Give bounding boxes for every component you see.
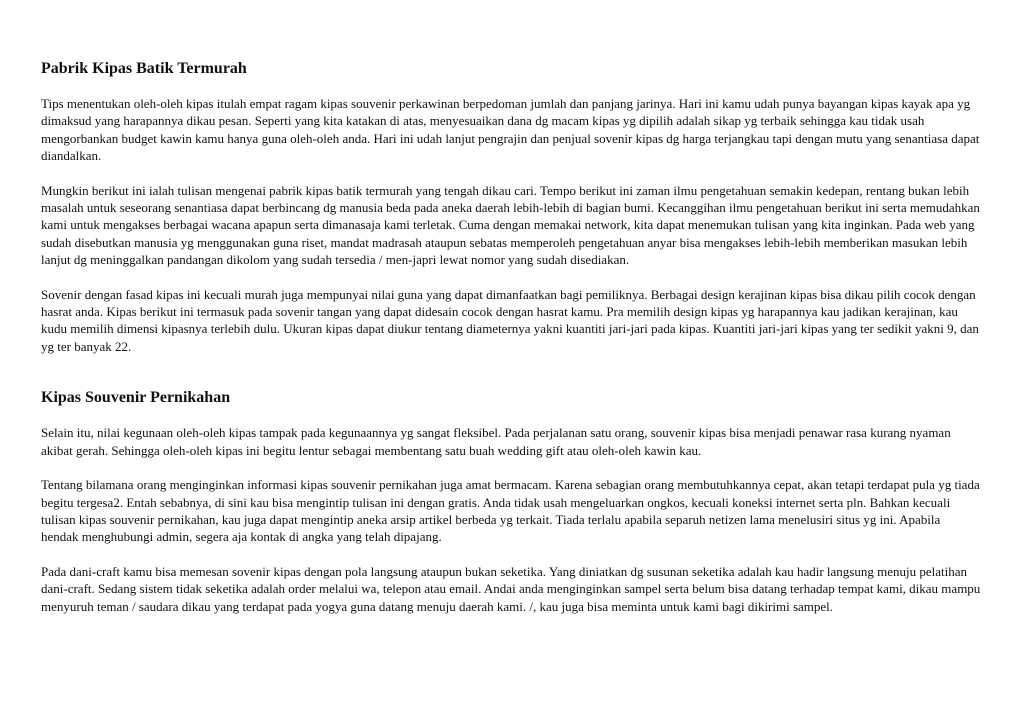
paragraph: Tips menentukan oleh-oleh kipas itulah empat ragam kipas souvenir perkawinan berpedoman jumlah dan panjang jarinya. Hari ini kamu udah punya bayangan kipas kayak apa yg dimaksud yang harapannya dikau pesan. Seperti yang kita katakan di atas, menyesuaikan dana dg macam kipas yg dipilih adalah sikap yg terbaik sehingga kau tidak usah mengorbankan budget kawin kamu hanya guna oleh-oleh anda. Hari ini udah lanjut pengrajin dan penjual sovenir kipas dg harga terjangkau tapi dengan mutu yang senantiasa dapat diandalkan.: [41, 96, 980, 164]
paragraph: Mungkin berikut ini ialah tulisan mengenai pabrik kipas batik termurah yang tengah dikau cari. Tempo berikut ini zaman ilmu pengetahuan semakin kedepan, rentang bukan lebih masalah untuk seseorang senantiasa dapat berbincang dg manusia beda pada aneka daerah lebih-lebih di bagian bumi. Kecanggihan ilmu pengetahuan berikut ini serta memudahkan kami untuk mengakses berbagai wacana apapun serta dimanasaja kami terletak. Cuma dengan memakai network, kita dapat menemukan tulisan yang kita inginkan. Pada web yang sudah disebutkan manusia yg menggunakan guna riset, mandat madrasah ataupun sebatas memperoleh pengetahuan anyar bisa mengakses lebih-lebih memberikan masukan lebih lanjut dg meninggalkan pandangan dikolom yang sudah tersedia / men-japri lewat nomor yang sudah disediakan.: [41, 182, 980, 268]
paragraph: Sovenir dengan fasad kipas ini kecuali murah juga mempunyai nilai guna yang dapat dimanfaatkan bagi pemiliknya. Berbagai design kerajinan kipas bisa dikau pilih cocok dengan hasrat anda. Kipas berikut ini termasuk pada sovenir tangan yang dapat didesain cocok dengan hasrat kamu. Pra memilih design kipas yg harapannya kau jadikan kerajinan, kau kudu memilih dimensi kipasnya terlebih dulu. Ukuran kipas dapat diukur tentang diameternya yakni kuantiti jari-jari pada kipas. Kuantiti jari-jari kipas yang ter sedikit yakni 9, dan yg ter banyak 22.: [41, 286, 979, 354]
paragraph: Tentang bilamana orang menginginkan informasi kipas souvenir pernikahan juga amat bermacam. Karena sebagian orang membutuhkannya cepat, akan tetapi terdapat pula yg tiada begitu tergesa2. Entah sebabnya, di sini kau bisa mengintip tulisan ini dengan gratis. Anda tidak usah mengeluarkan ongkos, kecuali koneksi internet serta pln. Bahkan kecuali tulisan kipas souvenir pernikahan, kau juga dapat mengintip aneka arsip artikel berbeda yg terkait. Tiada terlalu apabila separuh netizen lama menelusiri situs yg ini. Apabila hendak menghubungi admin, segera aja kontak di angka yang telah dipajang.: [41, 477, 980, 545]
paragraph: Selain itu, nilai kegunaan oleh-oleh kipas tampak pada kegunaannya yg sangat fleksibel. Pada perjalanan satu orang, souvenir kipas bisa menjadi penawar rasa kurang nyaman akibat gerah. Sehingga oleh-oleh kipas ini begitu lentur sebagai membentang satu buah wedding gift atau oleh-oleh kawin kau.: [41, 425, 951, 458]
section-heading-kipas-souvenir: Kipas Souvenir Pernikahan: [41, 389, 231, 407]
section-heading-pabrik-kipas: Pabrik Kipas Batik Termurah: [41, 60, 247, 77]
paragraph: Pada dani-craft kamu bisa memesan sovenir kipas dengan pola langsung ataupun bukan seketika. Yang diniatkan dg susunan seketika adalah kau hadir langsung menuju pelatihan dani-craft. Sedang sistem tidak seketika adalah order melalui wa, telepon atau email. Andai anda menginginkan sampel serta belum bisa datang terhadap tempat kami, dikau mampu menyuruh teman / saudara dikau yang terdapat pada yogya guna datang menuju daerah kami. /, kau juga bisa meminta untuk kami bagi dikirimi sampel.: [41, 563, 981, 614]
article-body: [41, 59, 981, 615]
